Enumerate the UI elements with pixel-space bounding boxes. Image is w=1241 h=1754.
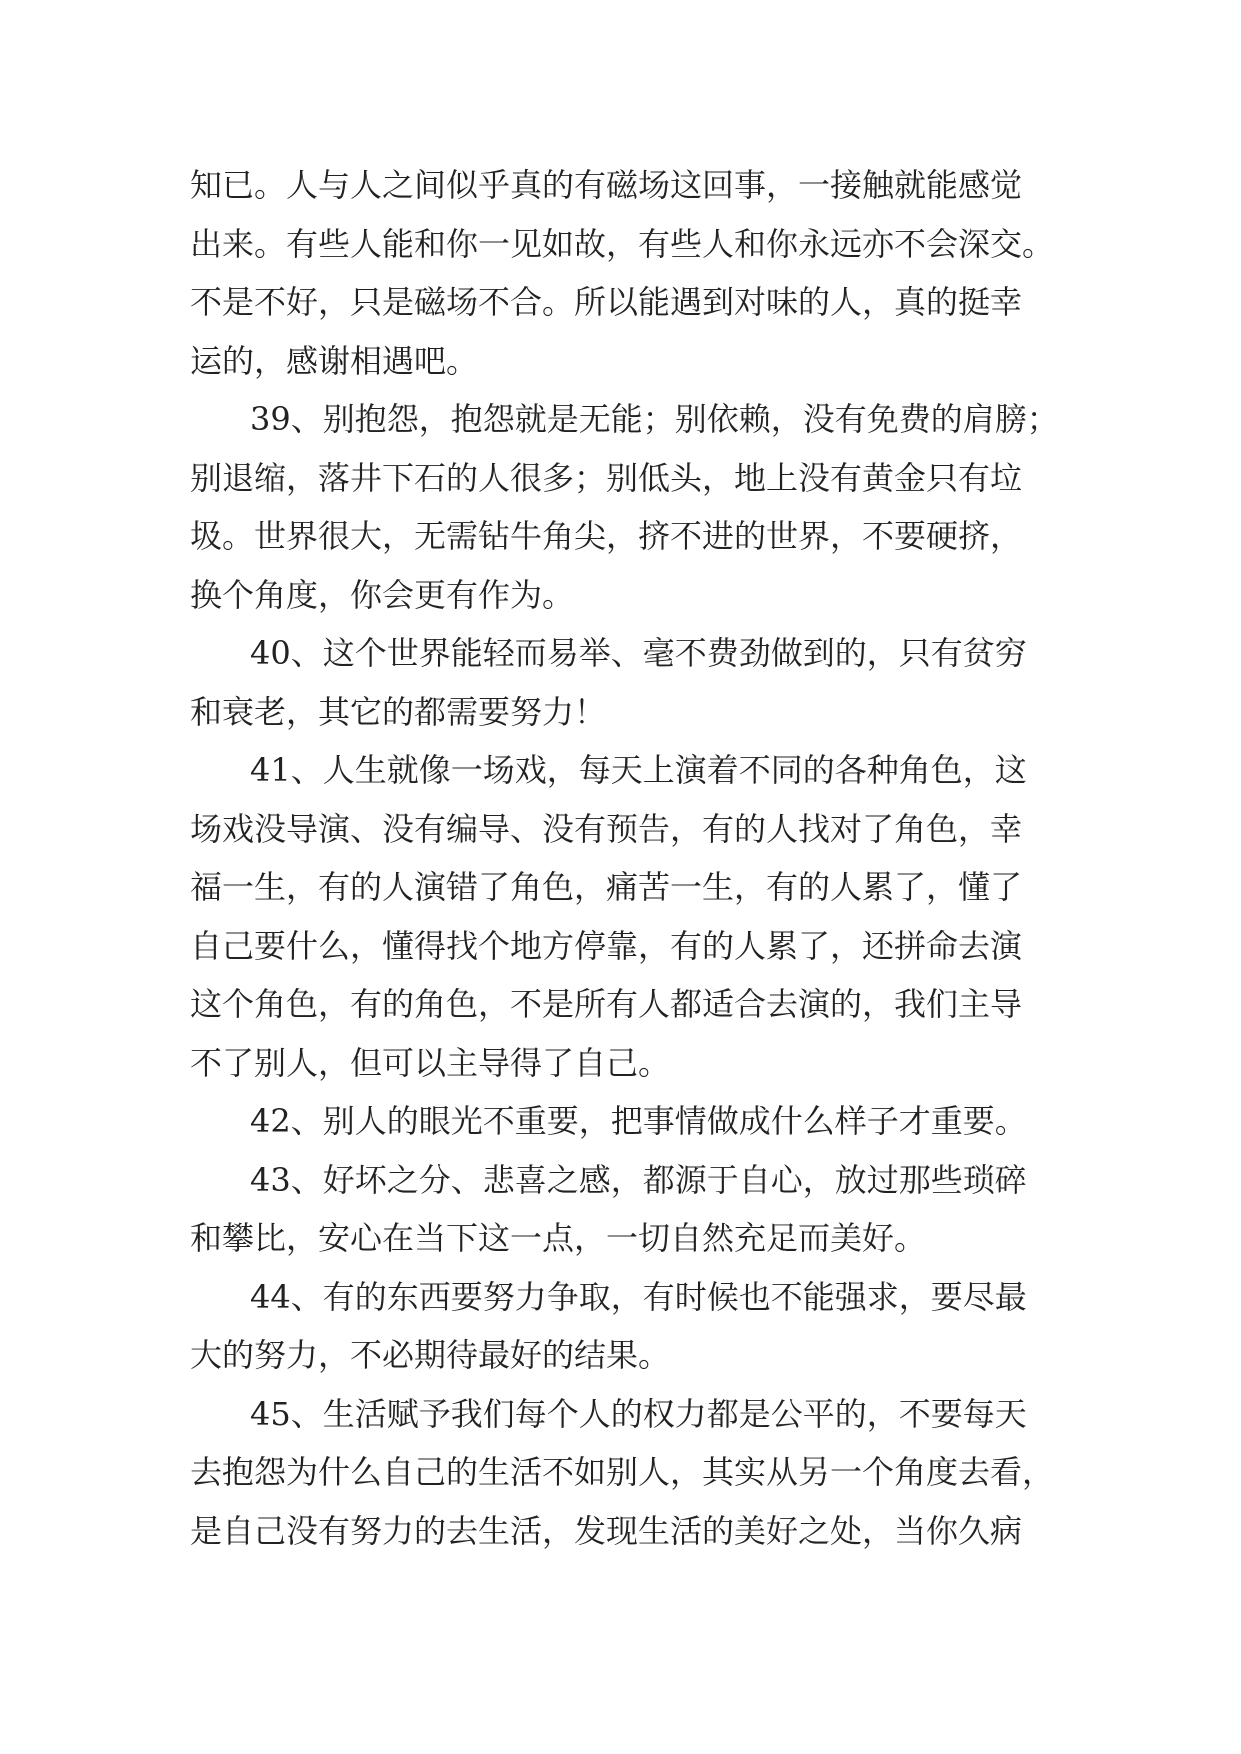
- text-line: 出来。有些人能和你一见如故，有些人和你永远亦不会深交。: [190, 224, 1055, 263]
- text-line: 知已。人与人之间似乎真的有磁场这回事，一接触就能感觉: [190, 166, 1023, 204]
- text-line: 场戏没导演、没有编导、没有预告，有的人找对了角色，幸: [190, 809, 1023, 848]
- text-line: 圾。世界很大，无需钻牛角尖，挤不进的世界，不要硬挤，: [190, 517, 1023, 555]
- text-line: 自己要什么，懂得找个地方停靠，有的人累了，还拼命去演: [190, 926, 1023, 965]
- text-line: 不了别人，但可以主导得了自己。: [190, 1043, 671, 1082]
- text-line: 这个角色，有的角色，不是所有人都适合去演的，我们主导: [190, 985, 1023, 1023]
- text-line: 44、有的东西要努力争取，有时候也不能强求，要尽最: [250, 1277, 1027, 1316]
- text-line: 和衰老，其它的都需要努力！: [190, 692, 607, 731]
- text-line: 39、别抱怨，抱怨就是无能；别依赖，没有免费的肩膀；: [250, 400, 1059, 438]
- text-line: 41、人生就像一场戏，每天上演着不同的各种角色，这: [250, 751, 1027, 789]
- text-line: 43、好坏之分、悲喜之感，都源于自心，放过那些琐碎: [250, 1160, 1027, 1199]
- text-line: 和攀比，安心在当下这一点，一切自然充足而美好。: [190, 1219, 927, 1257]
- text-line: 是自己没有努力的去生活，发现生活的美好之处，当你久病: [190, 1511, 1023, 1550]
- text-line: 去抱怨为什么自己的生活不如别人，其实从另一个角度去看，: [190, 1453, 1055, 1491]
- text-line: 不是不好，只是磁场不合。所以能遇到对味的人，真的挺幸: [190, 283, 1023, 321]
- text-line: 福一生，有的人演错了角色，痛苦一生，有的人累了，懂了: [190, 868, 1023, 906]
- text-line: 40、这个世界能轻而易举、毫不费劲做到的，只有贫穷: [250, 634, 1027, 672]
- text-line: 别退缩，落井下石的人很多；别低头，地上没有黄金只有垃: [190, 458, 1023, 497]
- document-body: [190, 156, 1080, 1560]
- text-line: 45、生活赋予我们每个人的权力都是公平的，不要每天: [250, 1394, 1027, 1433]
- text-line: 42、别人的眼光不重要，把事情做成什么样子才重要。: [250, 1102, 1027, 1140]
- text-line: 大的努力，不必期待最好的结果。: [190, 1336, 671, 1374]
- text-line: 运的，感谢相遇吧。: [190, 341, 479, 380]
- text-line: 换个角度，你会更有作为。: [190, 575, 575, 614]
